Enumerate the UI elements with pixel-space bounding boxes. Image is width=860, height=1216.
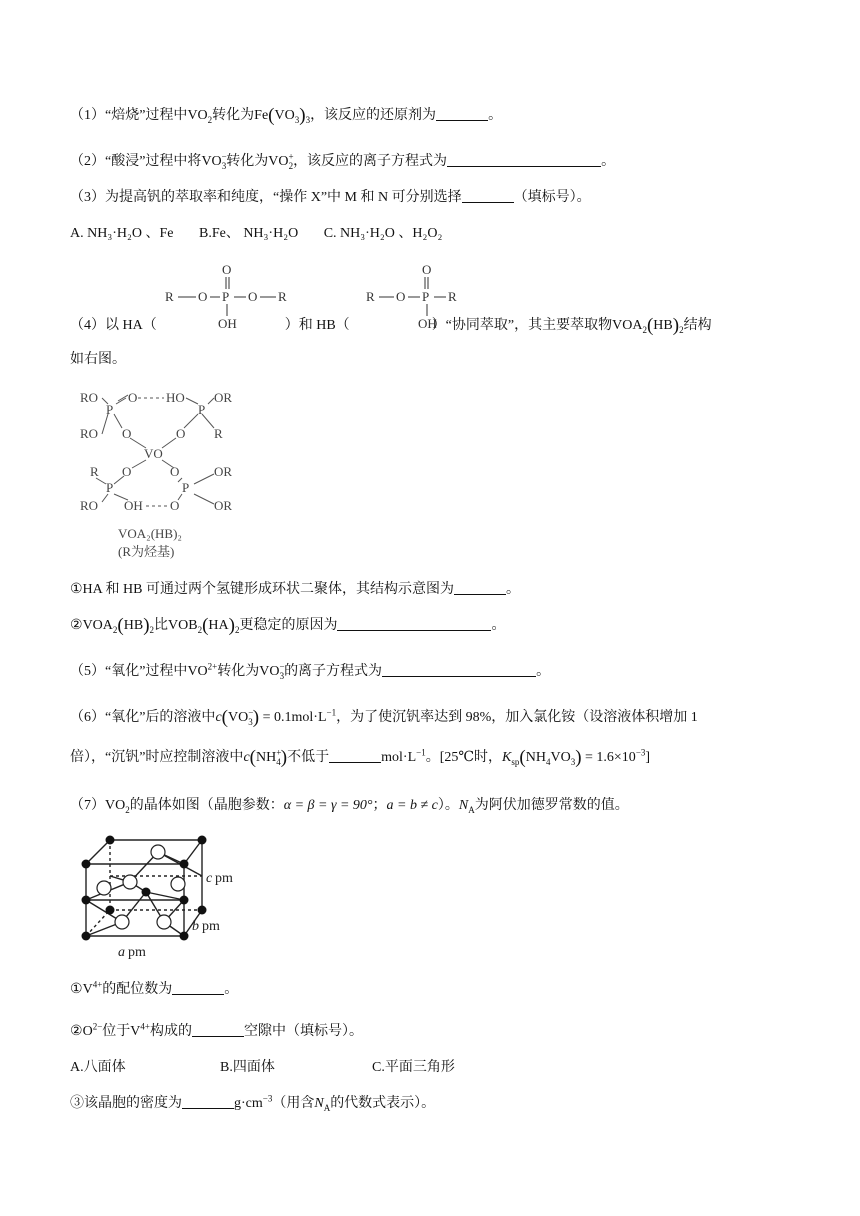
answer-blank[interactable]: [337, 616, 491, 631]
svg-text:pm: pm: [128, 945, 146, 960]
svg-text:R: R: [278, 289, 287, 304]
svg-text:(R为烃基): (R为烃基): [118, 544, 175, 559]
svg-text:OH: OH: [218, 316, 237, 331]
svg-text:OH: OH: [124, 498, 143, 513]
svg-text:O: O: [222, 262, 232, 277]
svg-text:O: O: [170, 498, 180, 513]
svg-text:R: R: [448, 289, 457, 304]
vo2-unit-cell-figure: [72, 832, 242, 962]
svg-text:O: O: [422, 262, 432, 277]
svg-text:OR: OR: [214, 498, 233, 513]
question-3-options: [70, 224, 442, 244]
svg-text:VOA₂(HB)₂: VOA₂(HB)₂: [118, 526, 182, 541]
svg-text:O: O: [248, 289, 258, 304]
svg-text:O: O: [396, 289, 406, 304]
svg-text:P: P: [422, 289, 430, 304]
question-6-line2: 倍），“沉钒”时应控制溶液中$c(NH^+_4)$不低于 $mol\cdot L^{-1}$。[25℃时，$K_{sp}(NH_4VO_3) = 1.6\times 10^{-3}$]: [70, 747, 651, 768]
question-4-sub-2: $②VOA_2(HB)_2$比$VOB_2(HA)_2$更稳定的原因为 。: [70, 615, 506, 636]
svg-text:RO: RO: [80, 498, 99, 513]
option-c: C. NH₃·H₂O 、H₂O₂: [323, 226, 443, 241]
answer-blank[interactable]: [462, 188, 514, 203]
question-3: （3）为提高钒的萃取率和纯度，“操作 X”中 M 和 N 可分别选择 （填标号）。: [70, 190, 591, 205]
svg-text:pm: pm: [215, 871, 233, 886]
question-4: （4）以 HA（ ）和 HB（ ）“协同萃取”，其主要萃取物$VOA_2(HB)_2$结构: [70, 315, 712, 336]
answer-blank[interactable]: [454, 580, 506, 595]
svg-text:pm: pm: [202, 919, 220, 934]
svg-text:a: a: [118, 945, 125, 960]
answer-blank[interactable]: [436, 106, 488, 121]
option-c: C.平面三角形: [372, 1060, 455, 1075]
answer-blank[interactable]: [172, 980, 224, 995]
svg-text:O: O: [122, 426, 132, 441]
svg-text:b: b: [192, 919, 199, 934]
svg-text:OH: OH: [418, 316, 437, 331]
svg-text:O: O: [198, 289, 208, 304]
svg-text:OR: OR: [214, 464, 233, 479]
question-4-sub-1: ①HA 和 HB 可通过两个氢键形成环状二聚体，其结构示意图为 。: [70, 582, 520, 597]
question-4-line2: 如右图。: [70, 352, 126, 367]
svg-text:O: O: [170, 464, 180, 479]
question-7-sub-2: $②O^{2-}$位于$V^{4+}$构成的 空隙中（填标号）。: [70, 1021, 363, 1039]
svg-text:OR: OR: [214, 390, 233, 405]
answer-blank[interactable]: [192, 1022, 244, 1037]
answer-blank[interactable]: [329, 748, 381, 763]
svg-text:R: R: [366, 289, 375, 304]
svg-text:VO: VO: [144, 446, 163, 461]
svg-text:R: R: [165, 289, 174, 304]
option-b: B.Fe、 NH₃·H₂O: [198, 226, 299, 241]
svg-text:HO: HO: [166, 390, 185, 405]
question-1: （1）“焙烧”过程中$VO_2$转化为$Fe(VO_3)_3$，该反应的还原剂为 。: [70, 105, 503, 126]
question-7-sub-3: ③该晶胞的密度为 $g\cdot cm^{-3}$（用含$N_A$的代数式表示）。: [70, 1093, 436, 1113]
question-2: （2）“酸浸”过程中将$VO^-_3$转化为$VO^+_2$，该反应的离子方程式为 。: [70, 151, 616, 171]
svg-text:P: P: [198, 402, 206, 417]
svg-text:RO: RO: [80, 426, 99, 441]
svg-text:O: O: [128, 390, 138, 405]
svg-text:P: P: [106, 480, 114, 495]
svg-text:P: P: [106, 402, 114, 417]
svg-text:R: R: [90, 464, 99, 479]
svg-text:c: c: [206, 871, 213, 886]
voa2hb2-structure-figure: [74, 384, 254, 564]
question-6: （6）“氧化”后的溶液中$c(VO^-_3) = 0.1mol\cdot L^{-1}$，为了使沉钒率达到 98%，加入氯化铵（设溶液体积增加 1: [70, 707, 698, 728]
svg-text:P: P: [182, 480, 190, 495]
question-7: $(7)VO_2$的晶体如图（晶胞参数：α = β = γ = 90°；a = b ≠ c）。$N_A$为阿伏加德罗常数的值。: [70, 798, 629, 815]
question-7-options: [70, 1058, 455, 1078]
svg-text:O: O: [122, 464, 132, 479]
option-a: A. NH₃·H₂O 、Fe: [70, 226, 174, 241]
svg-text:P: P: [222, 289, 230, 304]
question-5: （5）“氧化”过程中$VO^{2+}$转化为$VO^-_3$的离子方程式为 。: [70, 661, 551, 681]
option-a: A.八面体: [70, 1060, 126, 1075]
answer-blank[interactable]: [382, 662, 536, 677]
svg-text:RO: RO: [80, 390, 99, 405]
answer-blank[interactable]: [447, 152, 601, 167]
svg-text:R: R: [214, 426, 223, 441]
option-b: B.四面体: [220, 1060, 275, 1075]
svg-text:O: O: [176, 426, 186, 441]
question-7-sub-1: $①V^{4+}$的配位数为 。: [70, 979, 239, 997]
answer-blank[interactable]: [182, 1094, 234, 1109]
